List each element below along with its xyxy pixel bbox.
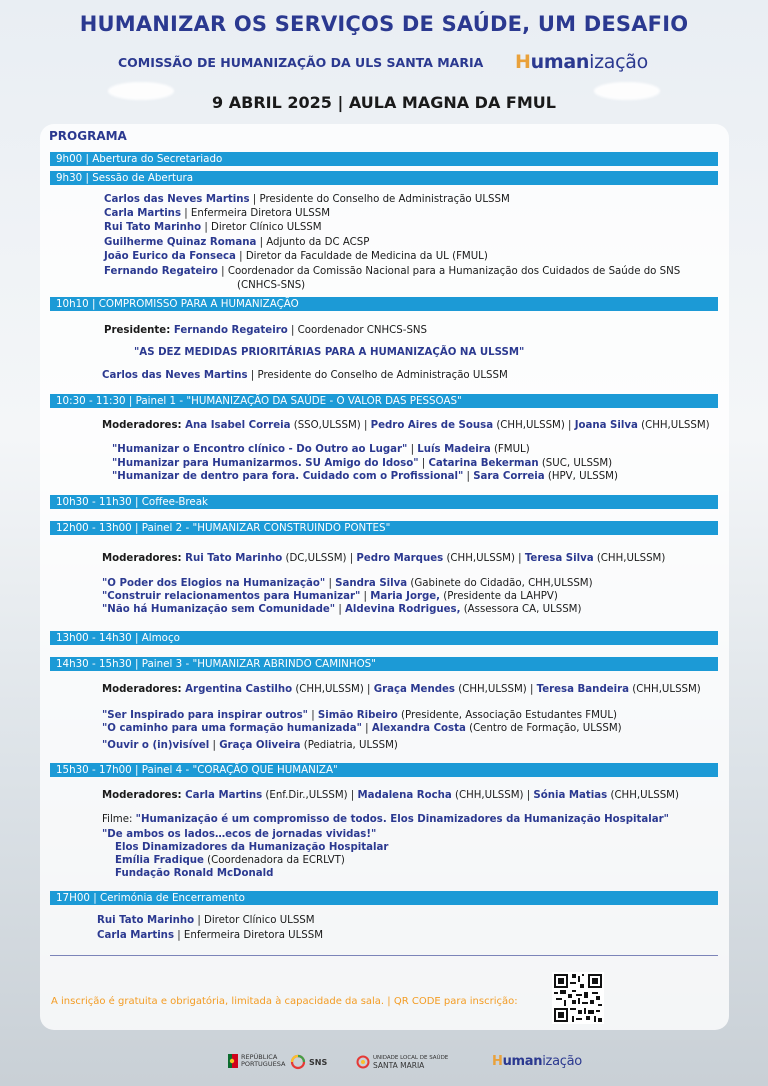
speaker-role: (Enf.Dir.,ULSSM) | <box>262 790 358 801</box>
speaker-name: Simão Ribeiro <box>317 710 398 721</box>
talk-sep: | <box>335 604 346 615</box>
speaker-row <box>104 236 369 249</box>
speaker-name: Carlos das Neves Martins <box>102 370 248 381</box>
speaker-name: Madalena Rocha <box>357 790 452 801</box>
speaker-name: Elos Dinamizadores da Humanização Hospitalar <box>115 842 389 853</box>
moderators-label: Moderadores: <box>102 790 186 801</box>
sns-icon <box>290 1054 306 1070</box>
speaker-role: (Gabinete do Cidadão, CHH,ULSSM) <box>407 578 593 589</box>
logo-caption: UNIDADE LOCAL DE SAÚDE <box>373 1055 449 1061</box>
talk-sep: | <box>307 710 318 721</box>
logo-caption: SNS <box>309 1057 328 1067</box>
speaker-role: (CHH,ULSSM) <box>607 790 679 801</box>
logo-part: uman <box>530 51 590 73</box>
president-label: Presidente: <box>104 325 174 336</box>
talk-sep: | <box>360 591 371 602</box>
talk-row <box>102 577 593 590</box>
speaker-name: Catarina Bekerman <box>428 458 539 469</box>
divider <box>50 955 718 956</box>
speaker-name: Sónia Matias <box>533 790 608 801</box>
speaker-role: (CNHCS-SNS) <box>237 280 306 291</box>
logo-caption: SANTA MARIA <box>373 1061 425 1070</box>
speaker-name: Ana Isabel Correia <box>185 420 291 431</box>
talk-quote: "Humanizar o Encontro clínico - Do Outro ao Lugar" <box>112 444 408 455</box>
talk-quote: "O Poder dos Elogios na Humanização" <box>102 578 326 589</box>
program-label: PROGRAMA <box>49 129 127 143</box>
section-bar: 17H00 | Cerimónia de Encerramento <box>50 891 718 905</box>
talk-row <box>102 603 581 616</box>
speaker-role: (Presidente, Associação Estudantes FMUL) <box>397 710 618 721</box>
section-bar: 10h10 | COMPROMISSO PARA A HUMANIZAÇÃO <box>50 297 718 311</box>
speaker-role: (CHH,ULSSM) | <box>455 684 537 695</box>
section-bar: 10h30 - 11h30 | Coffee-Break <box>50 495 718 509</box>
speaker-role: (CHH,ULSSM) | <box>493 420 575 431</box>
talk-row <box>102 709 617 722</box>
speaker-row <box>97 914 315 927</box>
talk-sep: | <box>463 471 474 482</box>
talk-row <box>102 739 398 752</box>
speaker-row <box>102 369 508 382</box>
section-bar: 14h30 - 15h30 | Painel 3 - "HUMANIZAR ABRINDO CAMINHOS" <box>50 657 718 671</box>
qr-code[interactable] <box>552 972 604 1024</box>
talk-quote: "Ouvir o (in)visível <box>102 740 210 751</box>
sns-logo <box>290 1054 327 1070</box>
speaker-name: João Eurico da Fonseca <box>104 251 236 262</box>
logo-part: ização <box>589 51 648 73</box>
speaker-name: Teresa Silva <box>524 553 594 564</box>
speaker-role: (CHH,ULSSM) <box>593 553 666 564</box>
moderators-label: Moderadores: <box>102 684 186 695</box>
speaker-role: (HPV, ULSSM) <box>544 471 618 482</box>
speaker-role: | Diretor da Faculdade de Medicina da UL (FMUL) <box>235 251 488 262</box>
speaker-row <box>104 265 680 278</box>
speaker-role: (SUC, ULSSM) <box>538 458 613 469</box>
speaker-name: Teresa Bandeira <box>536 684 630 695</box>
speaker-row <box>237 279 305 292</box>
speaker-row <box>104 193 510 206</box>
speaker-role: (FMUL) <box>490 444 530 455</box>
speaker-name: Luís Madeira <box>417 444 491 455</box>
speaker-role: (Assessora CA, ULSSM) <box>460 604 582 615</box>
talk-quote: "Ser Inspirado para inspirar outros" <box>102 710 308 721</box>
speaker-role: | Coordenador da Comissão Nacional para a Humanização dos Cuidados de Saúde do SNS <box>217 266 681 277</box>
flag-icon <box>228 1054 238 1068</box>
talk-quote: "Construir relacionamentos para Humanizar" <box>102 591 361 602</box>
section-bar: 15h30 - 17h00 | Painel 4 - "CORAÇÃO QUE HUMANIZA" <box>50 763 718 777</box>
speaker-name: Aldevina Rodrigues, <box>345 604 461 615</box>
speaker-name: Carla Martins <box>185 790 263 801</box>
speaker-row <box>104 221 322 234</box>
film-row <box>102 813 669 826</box>
talk-sep: | <box>325 578 336 589</box>
section-bar: 10:30 - 11:30 | Painel 1 - "HUMANIZAÇÃO DA SAÚDE - O VALOR DAS PESSOAS" <box>50 394 718 408</box>
president-row <box>104 324 427 337</box>
speaker-role: (Pediatria, ULSSM) <box>300 740 398 751</box>
speaker-role: | Enfermeira Diretora ULSSM <box>181 208 331 219</box>
humanizacao-logo <box>515 47 648 77</box>
speaker-name: Joana Silva <box>574 420 638 431</box>
talk-row <box>102 828 376 841</box>
event-date: 9 ABRIL 2025 | AULA MAGNA DA FMUL <box>212 93 556 112</box>
speaker-role: | Coordenador CNHCS-SNS <box>287 325 427 336</box>
talk-title <box>134 346 524 359</box>
humanizacao-small-logo <box>492 1054 582 1069</box>
logo-letter: H <box>492 1054 503 1069</box>
speaker-name: Sara Correia <box>473 471 545 482</box>
moderators-label: Moderadores: <box>102 553 186 564</box>
talk-row <box>112 457 612 470</box>
talk-quote: "Não há Humanização sem Comunidade" <box>102 604 336 615</box>
speaker-role: | Diretor Clínico ULSSM <box>194 915 315 926</box>
uls-santa-maria-logo <box>356 1054 448 1070</box>
film-title: "Humanização é um compromisso de todos. Elos Dinamizadores da Humanização Hospitalar" <box>135 814 669 825</box>
speaker-name: Emília Fradique <box>115 855 204 866</box>
speaker-role: (Coordenadora da ECRLVT) <box>203 855 345 866</box>
speaker-name: Carlos das Neves Martins <box>104 194 250 205</box>
registration-note: A inscrição é gratuita e obrigatória, limitada à capacidade da sala. | QR CODE para inscrição: <box>51 996 518 1007</box>
speaker-row <box>115 867 273 880</box>
talk-row <box>102 590 558 603</box>
talk-quote: "O caminho para uma formação humanizada" <box>102 723 362 734</box>
moderators-row <box>102 683 701 696</box>
speaker-role: (CHH,ULSSM) | <box>292 684 374 695</box>
speaker-role: (Centro de Formação, ULSSM) <box>465 723 622 734</box>
speaker-name: Rui Tato Marinho <box>185 553 283 564</box>
film-label: Filme: <box>102 814 136 825</box>
speaker-name: Graça Oliveira <box>219 740 301 751</box>
moderators-row <box>102 789 679 802</box>
logo-caption: REPÚBLICA PORTUGUESA <box>241 1053 286 1068</box>
republica-portuguesa-logo <box>228 1053 286 1068</box>
speaker-name: Maria Jorge, <box>370 591 441 602</box>
speaker-row <box>104 207 330 220</box>
talk-quote: "De ambos os lados…ecos de jornadas vividas!" <box>102 829 377 840</box>
speaker-role: (Presidente da LAHPV) <box>440 591 558 602</box>
talk-quote: "Humanizar de dentro para fora. Cuidado com o Profissional" <box>112 471 464 482</box>
speaker-name: Guilherme Quinaz Romana <box>104 237 257 248</box>
speaker-role: (CHH,ULSSM) | <box>451 790 534 801</box>
speaker-name: Fernando Regateiro <box>104 266 218 277</box>
speaker-name: Carla Martins <box>97 930 175 941</box>
speaker-role: | Adjunto da DC ACSP <box>256 237 370 248</box>
speaker-role: | Presidente do Conselho de Administração ULSSM <box>249 194 510 205</box>
speaker-name: Rui Tato Marinho <box>97 915 195 926</box>
speaker-name: Pedro Marques <box>356 553 444 564</box>
speaker-name: Pedro Aires de Sousa <box>370 420 494 431</box>
speaker-role: | Presidente do Conselho de Administração ULSSM <box>247 370 508 381</box>
section-bar: 12h00 - 13h00 | Painel 2 - "HUMANIZAR CONSTRUINDO PONTES" <box>50 521 718 535</box>
logo-letter: H <box>515 51 531 73</box>
partner-logos <box>0 1054 768 1078</box>
speaker-role: | Enfermeira Diretora ULSSM <box>174 930 324 941</box>
speaker-name: Rui Tato Marinho <box>104 222 202 233</box>
speaker-row <box>115 854 345 867</box>
speaker-row <box>115 841 388 854</box>
speaker-role: (CHH,ULSSM) | <box>443 553 525 564</box>
speaker-name: Fundação Ronald McDonald <box>115 868 274 879</box>
speaker-name: Argentina Castilho <box>185 684 293 695</box>
talk-row <box>102 722 622 735</box>
talk-row <box>112 443 530 456</box>
speaker-row <box>104 250 488 263</box>
logo-part: ização <box>542 1054 582 1069</box>
speaker-role: (CHH,ULSSM) <box>637 420 710 431</box>
speaker-role: | Diretor Clínico ULSSM <box>201 222 322 233</box>
speaker-role: (CHH,ULSSM) <box>629 684 701 695</box>
speaker-role: (DC,ULSSM) | <box>282 553 357 564</box>
speaker-role: (SSO,ULSSM) | <box>290 420 371 431</box>
page-title: HUMANIZAR OS SERVIÇOS DE SAÚDE, UM DESAFIO <box>79 12 689 36</box>
talk-sep: | <box>361 723 372 734</box>
speaker-name: Fernando Regateiro <box>173 325 288 336</box>
talk-row <box>112 470 618 483</box>
talk-sep: | <box>209 740 220 751</box>
speaker-row <box>97 929 323 942</box>
speaker-name: Graça Mendes <box>373 684 455 695</box>
speaker-name: Carla Martins <box>104 208 182 219</box>
section-bar: 9h30 | Sessão de Abertura <box>50 171 718 185</box>
talk-quote: "Humanizar para Humanizarmos. SU Amigo do Idoso" <box>112 458 419 469</box>
uls-icon <box>356 1055 370 1069</box>
section-bar: 13h00 - 14h30 | Almoço <box>50 631 718 645</box>
logo-part: uman <box>502 1054 543 1069</box>
moderators-label: Moderadores: <box>102 420 186 431</box>
section-bar: 9h00 | Abertura do Secretariado <box>50 152 718 166</box>
moderators-row <box>102 552 665 565</box>
speaker-name: Alexandra Costa <box>371 723 466 734</box>
moderators-row <box>102 419 710 432</box>
page-subtitle: COMISSÃO DE HUMANIZAÇÃO DA ULS SANTA MARIA <box>118 55 484 70</box>
speaker-name: Sandra Silva <box>335 578 408 589</box>
talk-sep: | <box>407 444 418 455</box>
talk-quote: "AS DEZ MEDIDAS PRIORITÁRIAS PARA A HUMANIZAÇÃO NA ULSSM" <box>134 347 525 358</box>
talk-sep: | <box>418 458 429 469</box>
